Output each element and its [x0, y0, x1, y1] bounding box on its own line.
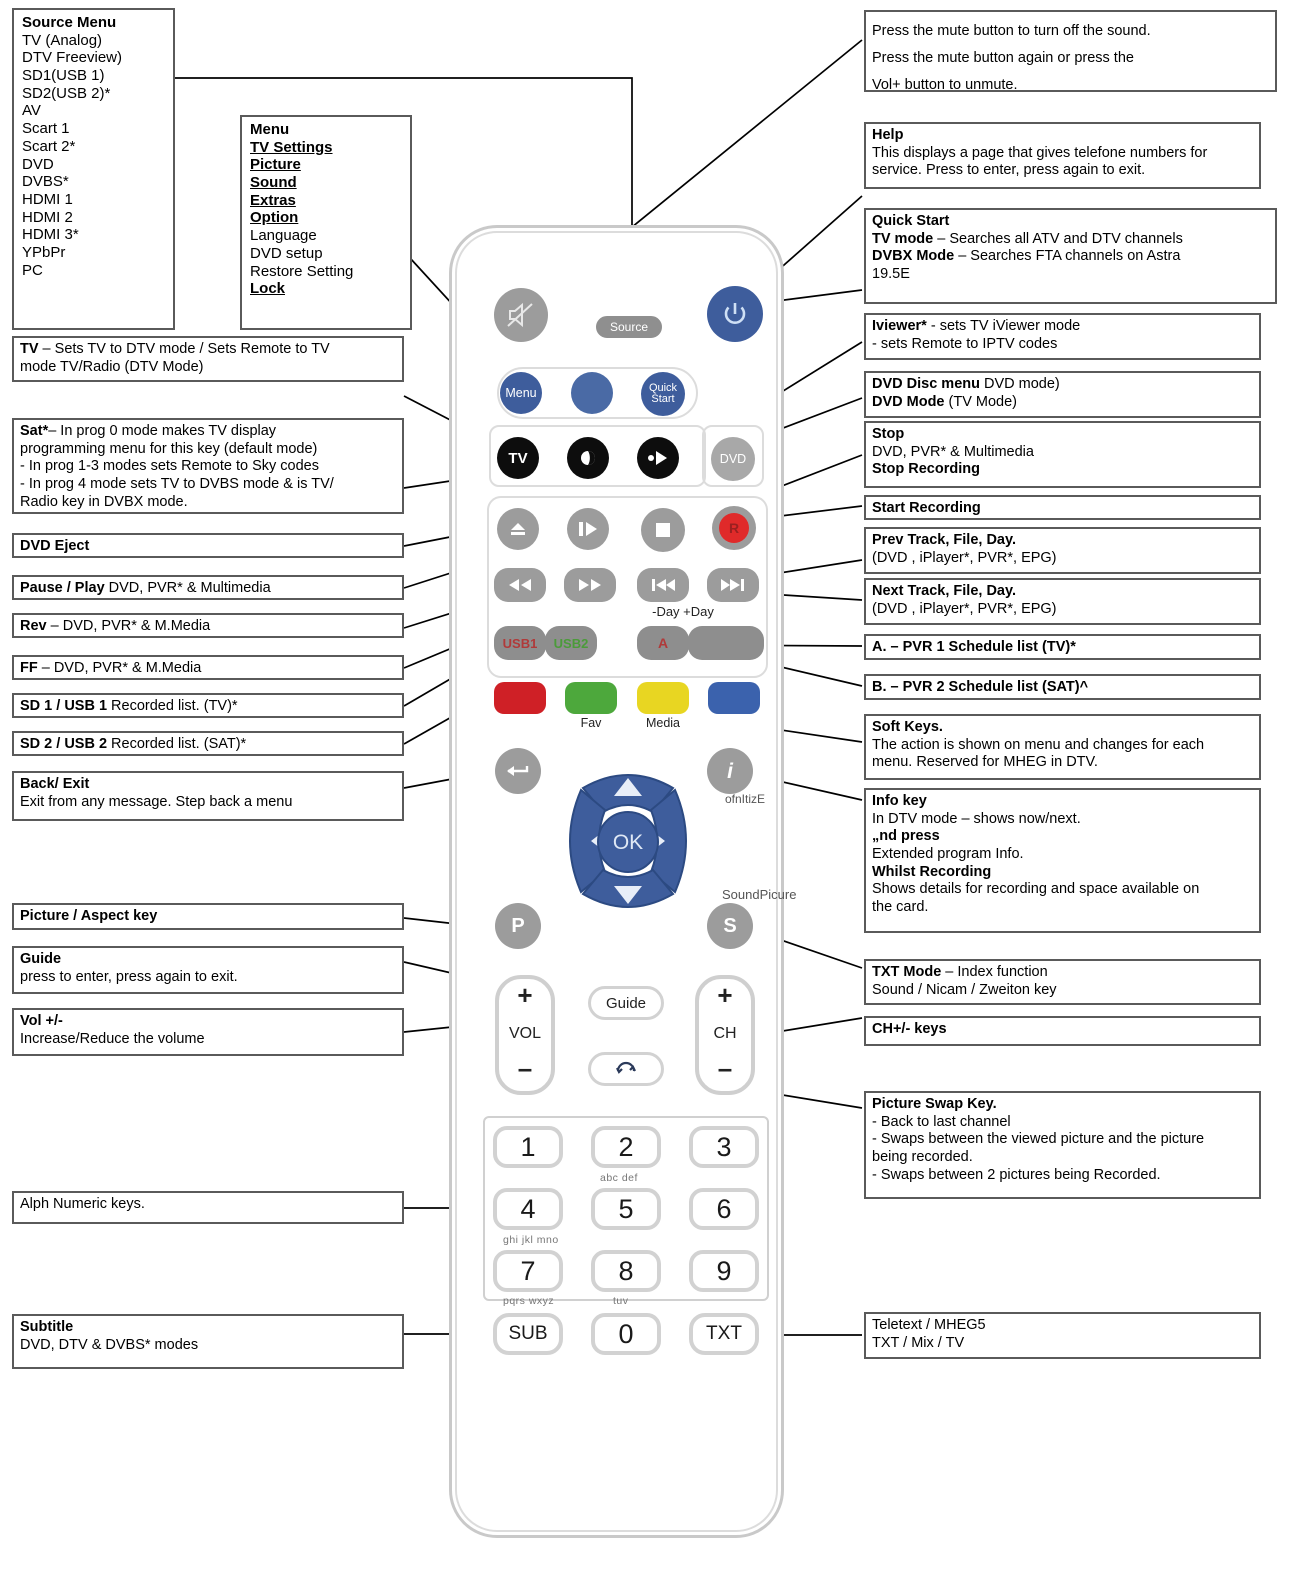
callout-picture-swap-line5: - Swaps between 2 pictures being Recorded.	[872, 1166, 1161, 1183]
next-track-button[interactable]	[707, 568, 759, 602]
usb1-label: USB1	[502, 635, 538, 651]
volume-plus-label: +	[517, 980, 533, 1010]
callout-iviewer	[864, 313, 1261, 360]
callout-ch-keys-text: CH+/- keys	[872, 1021, 947, 1037]
callout-info-key-line2: In DTV mode – shows now/next.	[872, 810, 1081, 827]
callout-dvd-disc	[864, 371, 1261, 418]
callout-vol-desc: Increase/Reduce the volume	[20, 1030, 205, 1047]
source-menu-item: SD1(USB 1)	[22, 67, 105, 85]
source-menu-item: AV	[22, 102, 41, 120]
callout-back-exit-key: Back/ Exit	[20, 776, 90, 792]
menu-box-item: Option	[250, 209, 299, 227]
menu-button[interactable]	[500, 372, 542, 414]
mute-button[interactable]	[494, 288, 548, 342]
callout-alpha-numeric-text: Alph Numeric keys.	[20, 1196, 145, 1212]
callout-soft-keys-line3: menu. Reserved for MHEG in DTV.	[872, 754, 1098, 771]
rewind-icon	[507, 578, 533, 592]
callout-b-key	[864, 674, 1261, 700]
callout-tv-desc: – Sets TV to DTV mode / Sets Remote to TV	[38, 341, 330, 357]
day-label: -Day +Day	[652, 604, 714, 619]
menu-box-item: DVD setup	[250, 244, 323, 262]
eject-icon	[509, 521, 527, 537]
callout-picture-swap-title: Picture Swap Key.	[872, 1096, 997, 1112]
callout-sd2	[12, 731, 404, 756]
iviewer-icon	[647, 449, 669, 467]
callout-pause-play-key: Pause / Play	[20, 580, 105, 596]
callout-tv-line2: mode TV/Radio (DTV Mode)	[20, 358, 204, 375]
callout-picture-swap	[864, 1091, 1261, 1199]
callout-iviewer-desc: - sets TV iViewer mode	[926, 318, 1081, 334]
callout-pause-play	[12, 575, 404, 600]
source-menu-item: DVD	[22, 155, 54, 173]
menu-box-item: Lock	[250, 280, 286, 298]
txt-button[interactable]	[689, 1313, 759, 1355]
media-label: Media	[645, 716, 681, 730]
key-0-label: 0	[618, 1318, 634, 1349]
callout-txt-mode-key: TXT Mode	[872, 964, 942, 980]
menu-box-item: Sound	[250, 174, 297, 192]
callout-quick-start-dvbx-desc: – Searches FTA channels on Astra	[954, 248, 1181, 265]
menu-button-label: Menu	[505, 385, 537, 400]
channel-minus-label: –	[717, 1053, 733, 1083]
source-menu-item: TV (Analog)	[22, 31, 103, 49]
key-6-label: 6	[716, 1193, 732, 1224]
soft-key-yellow[interactable]	[637, 682, 689, 714]
callout-subtitle-key: Subtitle	[20, 1319, 74, 1335]
ok-button[interactable]	[597, 811, 659, 873]
callout-picture-aspect	[12, 903, 404, 930]
source-menu-item: HDMI 3*	[22, 226, 79, 244]
callout-sat-line2: programming menu for this key (default mode)	[20, 440, 318, 457]
source-menu-item: Scart 2*	[22, 137, 76, 155]
usb1-button[interactable]	[494, 626, 546, 660]
callout-sat-desc: – In prog 0 mode makes TV display	[48, 423, 277, 439]
callout-quick-start-tvmode-desc: – Searches all ATV and DTV channels	[933, 230, 1183, 247]
callout-soft-keys	[864, 714, 1261, 780]
callout-subtitle-desc: DVD, DTV & DVBS* modes	[20, 1336, 199, 1353]
callout-vol	[12, 1008, 404, 1056]
key-2[interactable]	[591, 1126, 661, 1168]
source-menu-item: DTV Freeview)	[22, 49, 123, 67]
callout-mute-line1: Press the mute button to turn off the sound.	[872, 23, 1151, 39]
stop-icon	[656, 523, 670, 537]
key-4-label: 4	[520, 1193, 536, 1224]
key-4[interactable]	[493, 1188, 563, 1230]
callout-dvd-disc-key: DVD Disc menu	[872, 376, 980, 392]
eject-button[interactable]	[497, 508, 539, 550]
next-track-icon	[720, 578, 746, 592]
callout-dvd-disc-desc: DVD mode)	[979, 376, 1060, 392]
callout-tv	[12, 336, 404, 382]
callout-teletext	[864, 1312, 1261, 1359]
blank-blue-button[interactable]	[571, 372, 613, 414]
callout-help-title: Help	[872, 127, 904, 143]
callout-iviewer-key: Iviewer*	[872, 318, 927, 334]
usb2-label: USB2	[553, 635, 589, 651]
callout-quick-start-line4: 19.5E	[872, 266, 910, 283]
volume-label: VOL	[508, 1025, 541, 1042]
info-side-label: ofnItizE	[725, 792, 766, 806]
callout-sat-line4: - In prog 4 mode sets TV to DVBS mode & is TV/	[20, 476, 334, 493]
callout-next-track-desc: (DVD , iPlayer*, PVR*, EPG)	[872, 600, 1057, 617]
callout-start-recording	[864, 495, 1261, 520]
key-3-label: 3	[716, 1131, 732, 1162]
callout-back-exit-desc: Exit from any message. Step back a menu	[20, 793, 293, 810]
callout-ff-key: FF	[20, 660, 38, 676]
callout-b-key-text: B. – PVR 2 Schedule list (SAT)^	[872, 679, 1089, 695]
callout-pause-play-desc: DVD, PVR* & Multimedia	[104, 580, 271, 596]
source-menu-item: Scart 1	[22, 120, 70, 138]
txt-button-label: TXT	[706, 1323, 742, 1344]
callout-mute-line2: Press the mute button again or press the	[872, 49, 1134, 66]
fast-forward-button[interactable]	[564, 568, 616, 602]
callout-start-recording-title: Start Recording	[872, 500, 981, 516]
sat-icon	[578, 448, 598, 468]
callout-prev-track	[864, 527, 1261, 574]
callout-ff	[12, 655, 404, 680]
callout-guide	[12, 946, 404, 994]
callout-mute	[864, 10, 1277, 92]
source-button[interactable]	[596, 316, 662, 338]
record-button[interactable]	[712, 506, 756, 550]
stop-button[interactable]	[641, 508, 685, 552]
quick-start-line2: Start	[651, 393, 675, 405]
callout-info-key	[864, 788, 1261, 933]
source-menu-item: DVBS*	[22, 173, 69, 191]
source-menu-title: Source Menu	[22, 14, 117, 31]
callout-sd2-desc: Recorded list. (SAT)*	[107, 736, 247, 752]
callout-dvd-mode-desc: (TV Mode)	[944, 393, 1018, 410]
record-inner	[719, 513, 749, 543]
menu-box-item: Restore Setting	[250, 262, 354, 280]
key-8-label: 8	[618, 1255, 634, 1286]
key-8[interactable]	[591, 1250, 661, 1292]
callout-stop-recording: Stop Recording	[872, 461, 980, 478]
power-button[interactable]	[707, 286, 763, 342]
soft-key-red[interactable]	[494, 682, 546, 714]
source-menu-item: YPbPr	[22, 243, 66, 261]
sub-button[interactable]	[493, 1313, 563, 1355]
sound-picture-side-label: SoundPicure	[722, 887, 797, 902]
callout-rev	[12, 613, 404, 638]
sub-button-label: SUB	[508, 1323, 548, 1344]
callout-prev-track-desc: (DVD , iPlayer*, PVR*, EPG)	[872, 549, 1057, 566]
source-menu-item: SD2(USB 2)*	[22, 84, 111, 102]
info-button[interactable]	[707, 748, 753, 794]
callout-picture-swap-line4: being recorded.	[872, 1149, 973, 1166]
callout-picture-aspect-key: Picture / Aspect key	[20, 908, 158, 924]
pause-play-icon	[577, 521, 599, 537]
callout-prev-track-title: Prev Track, File, Day.	[872, 532, 1017, 548]
menu-box	[240, 115, 412, 330]
source-menu-box	[12, 8, 175, 330]
sound-button-label: S	[723, 915, 737, 937]
callout-vol-key: Vol +/-	[20, 1013, 63, 1029]
callout-rev-key: Rev	[20, 618, 47, 634]
callout-sd1	[12, 693, 404, 718]
callout-quick-start-tvmode: TV mode	[872, 230, 934, 247]
keypad-sublabel-abc-def: abc def	[600, 1172, 638, 1184]
callout-sat-line5: Radio key in DVBX mode.	[20, 493, 188, 510]
picture-swap-button[interactable]	[588, 1052, 664, 1086]
callout-soft-keys-title: Soft Keys.	[872, 719, 943, 735]
guide-button-label: Guide	[605, 994, 647, 1012]
callout-next-track	[864, 578, 1261, 625]
callout-stop-title: Stop	[872, 426, 905, 442]
callout-picture-swap-line3: - Swaps between the viewed picture and the picture	[872, 1131, 1205, 1148]
record-label: R	[728, 520, 740, 536]
tv-mode-button[interactable]	[497, 437, 539, 479]
key-5[interactable]	[591, 1188, 661, 1230]
picture-aspect-button[interactable]	[495, 903, 541, 949]
key-1-label: 1	[520, 1131, 536, 1162]
quick-start-line1: Quick	[648, 382, 678, 394]
key-7[interactable]	[493, 1250, 563, 1292]
info-button-label: i	[727, 759, 733, 783]
callout-quick-start-dvbx: DVBX Mode	[872, 248, 955, 265]
menu-box-item: Picture	[250, 156, 301, 174]
menu-box-title: Menu	[250, 121, 290, 138]
soft-key-green[interactable]	[565, 682, 617, 714]
mute-icon	[506, 302, 536, 328]
key-7-label: 7	[520, 1255, 536, 1286]
callout-sat	[12, 418, 404, 514]
quick-start-button[interactable]	[641, 372, 685, 416]
key-9[interactable]	[689, 1250, 759, 1292]
callout-info-key-title: Info key	[872, 793, 927, 809]
a-button-label: A	[657, 635, 669, 651]
callout-soft-keys-line2: The action is shown on menu and changes for each	[872, 736, 1205, 753]
menu-box-item: TV Settings	[250, 138, 333, 156]
callout-sat-line3: - In prog 1-3 modes sets Remote to Sky codes	[20, 458, 319, 475]
callout-picture-swap-line2: - Back to last channel	[872, 1113, 1011, 1130]
rewind-button[interactable]	[494, 568, 546, 602]
callout-next-track-title: Next Track, File, Day.	[872, 583, 1016, 599]
sound-button[interactable]	[707, 903, 753, 949]
key-5-label: 5	[618, 1193, 634, 1224]
key-3[interactable]	[689, 1126, 759, 1168]
source-menu-item: HDMI 2	[22, 208, 73, 226]
ok-button-label: OK	[612, 830, 644, 854]
callout-subtitle	[12, 1314, 404, 1369]
channel-plus-label: +	[717, 980, 733, 1010]
source-button-label: Source	[609, 320, 649, 334]
callout-rev-desc: – DVD, PVR* & M.Media	[46, 618, 211, 634]
callout-a-key-text: A. – PVR 1 Schedule list (TV)*	[872, 639, 1076, 655]
fast-forward-icon	[577, 578, 603, 592]
callout-txt-mode	[864, 959, 1261, 1005]
key-2-label: 2	[618, 1131, 634, 1162]
keypad-sublabel-tuv: tuv	[613, 1295, 629, 1307]
dvd-mode-label: DVD	[719, 451, 747, 466]
callout-stop	[864, 421, 1261, 488]
callout-sat-key: Sat*	[20, 423, 49, 439]
sat-mode-button[interactable]	[567, 437, 609, 479]
menu-box-item: Language	[250, 227, 317, 245]
callout-mute-line3: Vol+ button to unmute.	[872, 76, 1018, 93]
prev-track-icon	[650, 578, 676, 592]
tv-mode-label: TV	[508, 449, 528, 467]
swap-icon	[613, 1059, 639, 1079]
callout-alpha-numeric	[12, 1191, 404, 1224]
key-0[interactable]	[591, 1313, 661, 1355]
callout-info-key-line6: Shows details for recording and space available on	[872, 881, 1200, 898]
callout-dvd-eject-key: DVD Eject	[20, 538, 90, 554]
callout-txt-mode-desc: – Index function	[941, 964, 1048, 980]
callout-sd1-desc: Recorded list. (TV)*	[107, 698, 238, 714]
callout-back-exit	[12, 771, 404, 821]
iviewer-mode-button[interactable]	[637, 437, 679, 479]
key-6[interactable]	[689, 1188, 759, 1230]
callout-stop-line2: DVD, PVR* & Multimedia	[872, 443, 1034, 460]
callout-dvd-mode-key: DVD Mode	[872, 393, 945, 410]
power-icon	[722, 301, 748, 327]
callout-sd2-key: SD 2 / USB 2	[20, 736, 108, 752]
callout-iviewer-line2: - sets Remote to IPTV codes	[872, 335, 1058, 352]
callout-guide-desc: press to enter, press again to exit.	[20, 968, 238, 985]
usb2-button[interactable]	[545, 626, 597, 660]
back-exit-button[interactable]	[495, 748, 541, 794]
dvd-mode-button[interactable]	[711, 437, 755, 481]
callout-ch-keys	[864, 1016, 1261, 1046]
keypad-sublabel-pqrs-wxyz: pqrs wxyz	[503, 1295, 555, 1307]
picture-aspect-label: P	[511, 915, 525, 937]
keypad-sublabel-ghi-jkl-mno: ghi jkl mno	[503, 1234, 559, 1246]
blank-gray-wide-button[interactable]	[708, 626, 764, 660]
a-button[interactable]	[637, 626, 689, 660]
volume-minus-label: –	[517, 1053, 533, 1083]
callout-info-key-line7: the card.	[872, 899, 929, 916]
prev-track-button[interactable]	[637, 568, 689, 602]
callout-txt-mode-line2: Sound / Nicam / Zweiton key	[872, 981, 1057, 998]
pause-play-button[interactable]	[567, 508, 609, 550]
callout-help-line2: This displays a page that gives telefone numbers for	[872, 144, 1208, 161]
guide-button[interactable]	[588, 986, 664, 1020]
callout-info-key-line3: „nd press	[872, 828, 940, 845]
key-9-label: 9	[716, 1255, 732, 1286]
menu-box-item: Extras	[250, 191, 296, 209]
callout-ff-desc: – DVD, PVR* & M.Media	[37, 660, 202, 676]
callout-info-key-line5: Whilst Recording	[872, 863, 992, 880]
callout-sd1-key: SD 1 / USB 1	[20, 698, 108, 714]
callout-help	[864, 122, 1261, 189]
callout-a-key	[864, 634, 1261, 660]
callout-help-line3: service. Press to enter, press again to exit.	[872, 162, 1146, 179]
key-1[interactable]	[493, 1126, 563, 1168]
fav-label: Fav	[580, 716, 602, 730]
callout-quick-start	[864, 208, 1277, 304]
soft-key-blue[interactable]	[708, 682, 760, 714]
callout-tv-key: TV	[20, 341, 39, 357]
back-arrow-icon	[505, 764, 531, 778]
callout-guide-key: Guide	[20, 951, 62, 967]
callout-teletext-line2: TXT / Mix / TV	[872, 1334, 965, 1351]
callout-quick-start-title: Quick Start	[872, 213, 950, 229]
callout-teletext-line1: Teletext / MHEG5	[872, 1317, 986, 1333]
source-menu-item: PC	[22, 261, 43, 279]
callout-dvd-eject	[12, 533, 404, 558]
callout-info-key-line4: Extended program Info.	[872, 846, 1024, 863]
source-menu-item: HDMI 1	[22, 190, 73, 208]
channel-label: CH	[713, 1025, 737, 1042]
